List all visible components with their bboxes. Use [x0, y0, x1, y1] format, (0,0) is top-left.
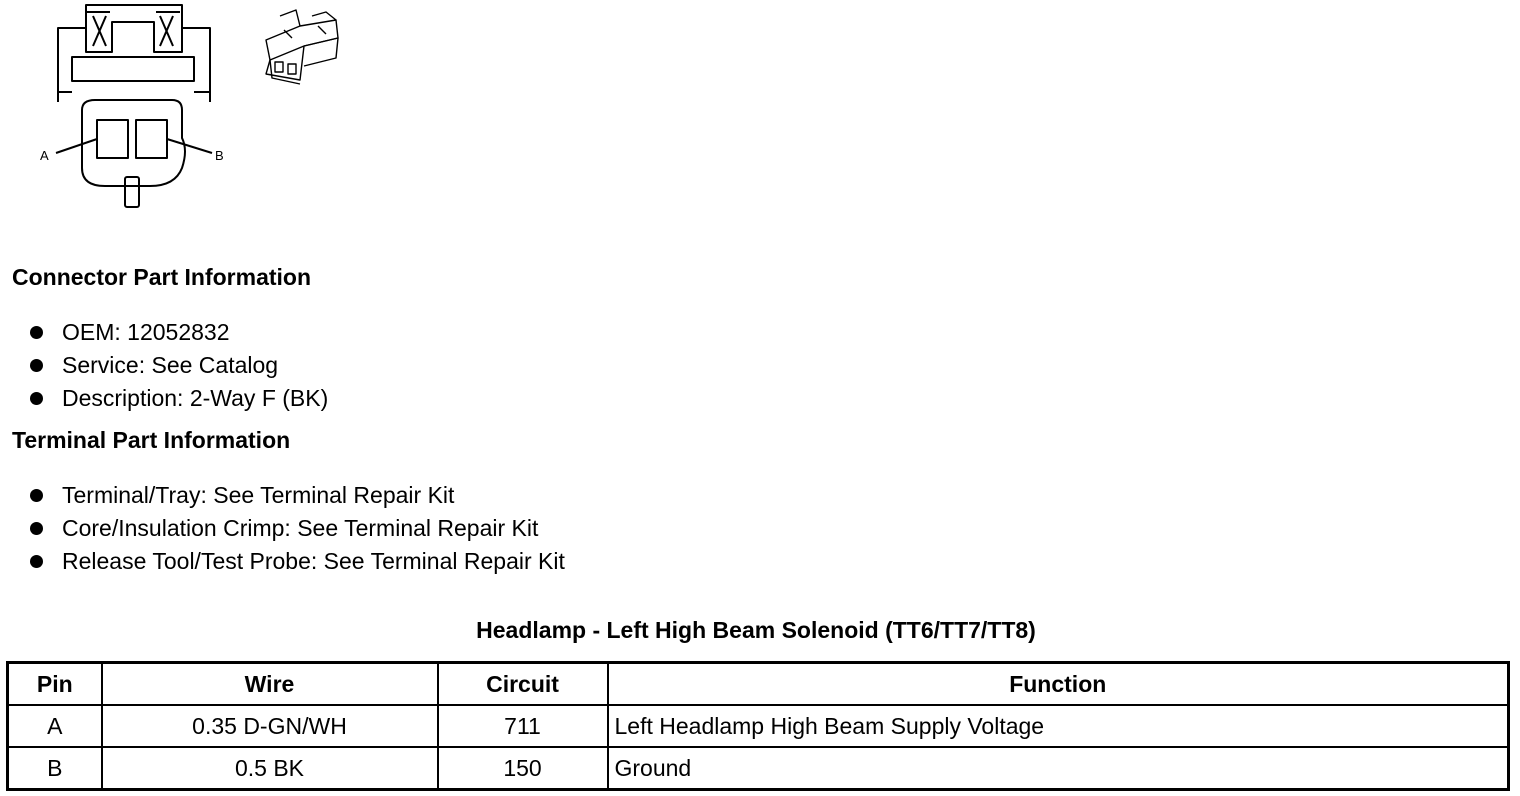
- bullet-icon: [30, 555, 43, 568]
- cell-function: Left Headlamp High Beam Supply Voltage: [608, 705, 1509, 747]
- connector-isometric-icon: [266, 10, 338, 84]
- header-function: Function: [608, 663, 1509, 706]
- cell-wire: 0.35 D-GN/WH: [102, 705, 438, 747]
- connector-part-list: [30, 316, 328, 415]
- cell-circuit: 711: [438, 705, 608, 747]
- connector-diagram: [0, 0, 360, 220]
- table-row: [8, 705, 1509, 747]
- list-item: Description: 2-Way F (BK): [30, 382, 328, 415]
- bullet-icon: [30, 489, 43, 502]
- cell-pin: B: [8, 747, 102, 790]
- cell-wire: 0.5 BK: [102, 747, 438, 790]
- pin-label-a: A: [40, 148, 49, 163]
- terminal-part-list: [30, 479, 565, 578]
- list-item: OEM: 12052832: [30, 316, 328, 349]
- pin-table: [6, 661, 1510, 791]
- connector-part-heading: Connector Part Information: [12, 264, 312, 290]
- cell-circuit: 150: [438, 747, 608, 790]
- table-row: [8, 747, 1509, 790]
- list-item: Core/Insulation Crimp: See Terminal Repair Kit: [30, 512, 565, 545]
- list-item: Terminal/Tray: See Terminal Repair Kit: [30, 479, 565, 512]
- pin-label-b: B: [215, 148, 224, 163]
- header-wire: Wire: [102, 663, 438, 706]
- list-item: Release Tool/Test Probe: See Terminal Repair Kit: [30, 545, 565, 578]
- bullet-icon: [30, 522, 43, 535]
- bullet-icon: [30, 359, 43, 372]
- header-circuit: Circuit: [438, 663, 608, 706]
- bullet-icon: [30, 326, 43, 339]
- cell-pin: A: [8, 705, 102, 747]
- table-caption: Headlamp - Left High Beam Solenoid (TT6/TT7/TT8): [476, 617, 1036, 643]
- cell-function: Ground: [608, 747, 1509, 790]
- list-item: Service: See Catalog: [30, 349, 328, 382]
- terminal-part-heading: Terminal Part Information: [12, 427, 291, 453]
- table-header-row: [8, 663, 1509, 706]
- bullet-icon: [30, 392, 43, 405]
- header-pin: Pin: [8, 663, 102, 706]
